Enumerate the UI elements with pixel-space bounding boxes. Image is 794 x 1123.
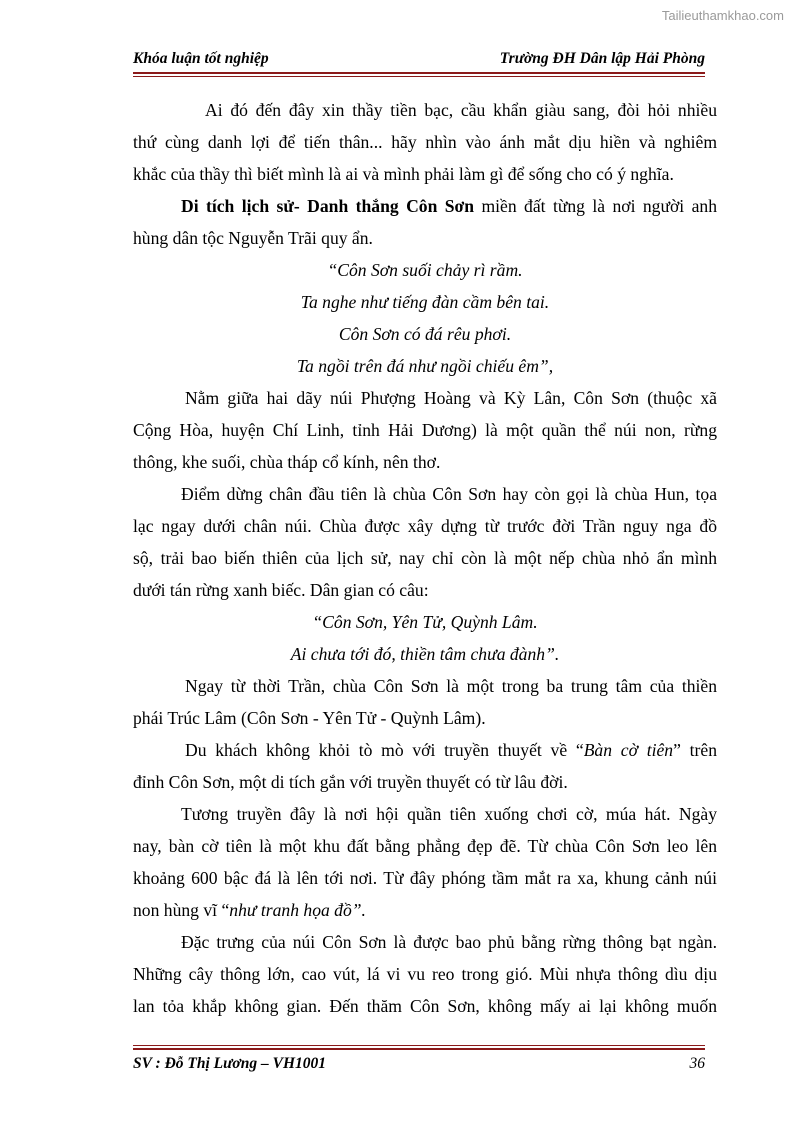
italic-span: như tranh họa đồ”.	[229, 900, 366, 920]
text-line: Cộng Hòa, huyện Chí Linh, tỉnh Hải Dương) là một quần thể núi non, rừng	[133, 420, 717, 440]
text-span: ” trên	[673, 740, 717, 760]
text-line: sộ, trải bao biến thiên của lịch sử, nay chỉ còn là một nếp chùa nhỏ ẩn mình	[133, 548, 717, 568]
body-text	[133, 94, 717, 1022]
poem-line: Ta ngồi trên đá như ngồi chiếu êm”,	[296, 356, 554, 376]
text-line: thứ cùng danh lợi để tiến thân... hãy nhìn vào ánh mắt dịu hiền và nghiêm	[133, 132, 717, 152]
poem-line: “Côn Sơn suối chảy rì rầm.	[327, 260, 523, 280]
header-right: Trường ĐH Dân lập Hải Phòng	[499, 50, 705, 67]
text-line: thông, khe suối, chùa tháp cổ kính, nên thơ.	[133, 452, 441, 472]
text-line: nay, bàn cờ tiên là một khu đất bằng phẳng đẹp đẽ. Từ chùa Côn Sơn leo lên	[133, 836, 717, 856]
footer-author: SV : Đỗ Thị Lương – VH1001	[133, 1055, 327, 1072]
text-line	[133, 190, 717, 222]
poem-line: “Côn Sơn, Yên Tử, Quỳnh Lâm.	[312, 612, 538, 632]
text-line: Ai đó đến đây xin thầy tiền bạc, cầu khẩn giàu sang, đòi hỏi nhiều	[205, 100, 717, 120]
text-line: dưới tán rừng xanh biếc. Dân gian có câu:	[133, 580, 429, 600]
text-line	[133, 734, 717, 766]
page-number: 36	[689, 1055, 705, 1072]
header-rule	[133, 72, 705, 77]
poem-line: Ta nghe như tiếng đàn cầm bên tai.	[300, 292, 550, 312]
text-line: đỉnh Côn Sơn, một di tích gắn với truyền thuyết có từ lâu đời.	[133, 772, 568, 792]
text-line: hùng dân tộc Nguyễn Trãi quy ẩn.	[133, 228, 373, 248]
poem-line: Ai chưa tới đó, thiền tâm chưa đành”.	[290, 644, 560, 664]
text-line: khoảng 600 bậc đá là lên tới nơi. Từ đây phóng tầm mắt ra xa, khung cảnh núi	[133, 868, 717, 888]
text-span: miền đất từng là nơi người anh	[474, 196, 717, 216]
text-line	[133, 894, 717, 926]
text-line: khắc của thầy thì biết mình là ai và mình phải làm gì để sống cho có ý nghĩa.	[133, 164, 674, 184]
page-header	[133, 50, 705, 72]
text-line: phái Trúc Lâm (Côn Sơn - Yên Tử - Quỳnh Lâm).	[133, 708, 486, 728]
text-line: Nằm giữa hai dãy núi Phượng Hoàng và Kỳ Lân, Côn Sơn (thuộc xã	[185, 388, 717, 408]
text-span: non hùng vĩ “	[133, 900, 230, 920]
text-line: lan tỏa khắp không gian. Đến thăm Côn Sơn, không mấy ai lại không muốn	[133, 996, 717, 1016]
text-line: Điểm dừng chân đầu tiên là chùa Côn Sơn hay còn gọi là chùa Hun, tọa	[181, 484, 717, 504]
text-line: Những cây thông lớn, cao vút, lá vi vu reo trong gió. Mùi nhựa thông dìu dịu	[133, 964, 717, 984]
text-line: lạc ngay dưới chân núi. Chùa được xây dựng từ trước đời Trần nguy nga đồ	[133, 516, 717, 536]
italic-span: Bàn cờ tiên	[583, 740, 674, 760]
text-line: Tương truyền đây là nơi hội quần tiên xuống chơi cờ, múa hát. Ngày	[181, 804, 717, 824]
text-line: Ngay từ thời Trần, chùa Côn Sơn là một trong ba trung tâm của thiền	[185, 676, 717, 696]
watermark: Tailieuthamkhao.com	[661, 8, 784, 23]
header-left: Khóa luận tốt nghiệp	[133, 50, 269, 67]
text-span: Du khách không khỏi tò mò với truyền thuyết về “	[185, 740, 584, 760]
heading-inline: Di tích lịch sử- Danh thắng Côn Sơn	[181, 196, 475, 216]
footer-rule	[133, 1045, 705, 1050]
poem-line: Côn Sơn có đá rêu phơi.	[338, 324, 512, 344]
text-line: Đặc trưng của núi Côn Sơn là được bao phủ bằng rừng thông bạt ngàn.	[181, 932, 717, 952]
page-footer	[133, 1055, 705, 1077]
